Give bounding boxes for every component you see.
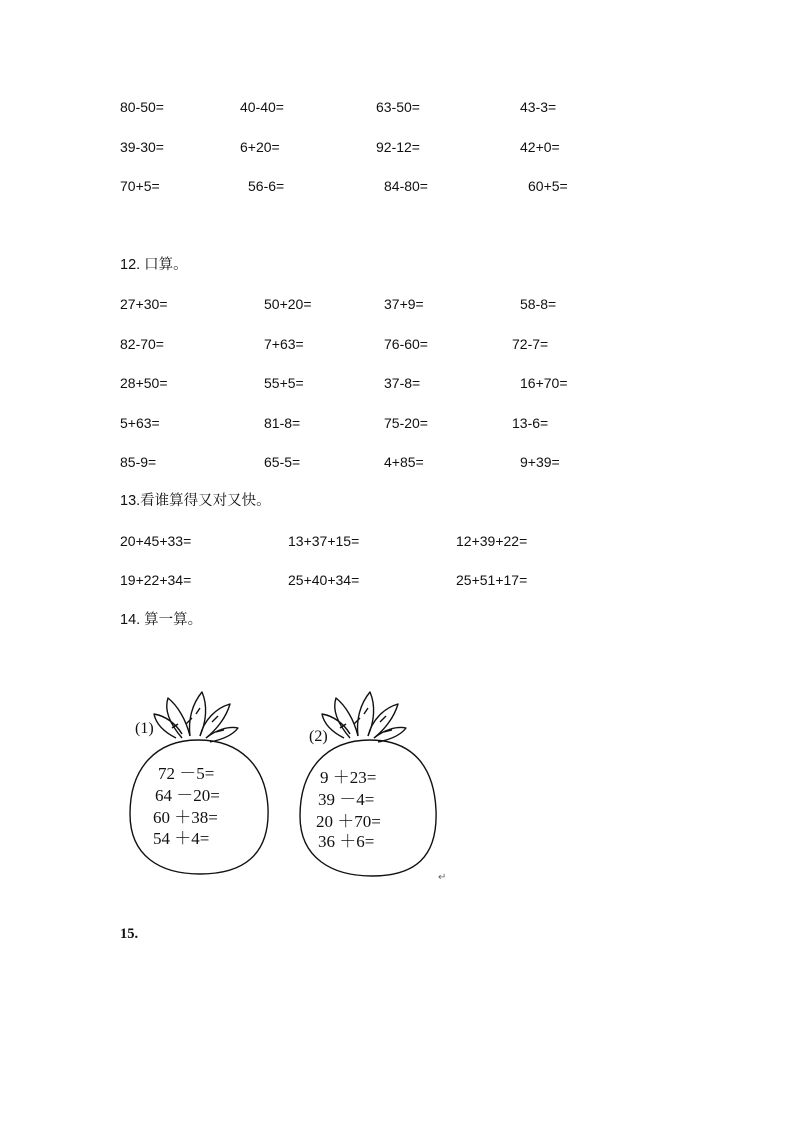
equation: 92-12=	[376, 139, 420, 155]
equation: 85-9=	[120, 454, 157, 470]
equation: 28+50=	[120, 375, 168, 391]
equation: 37+9=	[384, 296, 424, 312]
pineapple-1-drawing	[120, 688, 280, 880]
pineapple-equation: 60 ＋38=	[153, 808, 218, 827]
pineapple-equation: 36 ＋6=	[318, 832, 375, 851]
equation: 5+63=	[120, 415, 160, 431]
pineapple-equation: 72 －5=	[158, 764, 215, 783]
equation: 72-7=	[512, 336, 549, 352]
section-heading: 15.	[120, 926, 139, 942]
equation: 75-20=	[384, 415, 428, 431]
equation: 19+22+34=	[120, 572, 192, 588]
equation: 12+39+22=	[456, 533, 528, 549]
section-heading: 14. 算一算。	[120, 612, 203, 628]
equation: 7+63=	[264, 336, 304, 352]
equation: 55+5=	[264, 375, 304, 391]
equation: 13+37+15=	[288, 533, 360, 549]
equation: 43-3=	[520, 99, 557, 115]
equation: 80-50=	[120, 99, 164, 115]
return-mark: ↵	[438, 872, 447, 883]
equation: 4+85=	[384, 454, 424, 470]
pineapple-equation: 39 －4=	[318, 790, 375, 809]
equation: 81-8=	[264, 415, 301, 431]
equation: 42+0=	[520, 139, 560, 155]
equation: 56-6=	[248, 178, 285, 194]
equation: 27+30=	[120, 296, 168, 312]
pineapple-1-label: (1)	[135, 720, 154, 737]
section-heading: 13.看谁算得又对又快。	[120, 493, 271, 509]
equation: 20+45+33=	[120, 533, 192, 549]
pineapple-equation: 64 －20=	[155, 786, 220, 805]
equation: 82-70=	[120, 336, 164, 352]
equation: 50+20=	[264, 296, 312, 312]
equation: 13-6=	[512, 415, 549, 431]
pineapple-equation: 54 ＋4=	[153, 829, 210, 848]
equation: 9+39=	[520, 454, 560, 470]
equation: 39-30=	[120, 139, 164, 155]
equation: 6+20=	[240, 139, 280, 155]
section-heading: 12. 口算。	[120, 257, 188, 273]
equation: 76-60=	[384, 336, 428, 352]
equation: 16+70=	[520, 375, 568, 391]
pineapple-equation: 20 ＋70=	[316, 812, 381, 831]
equation: 65-5=	[264, 454, 301, 470]
equation: 25+51+17=	[456, 572, 528, 588]
equation: 60+5=	[528, 178, 568, 194]
equation: 25+40+34=	[288, 572, 360, 588]
pineapple-equation: 9 ＋23=	[320, 768, 377, 787]
equation: 58-8=	[520, 296, 557, 312]
equation: 70+5=	[120, 178, 160, 194]
pineapple-2-label: (2)	[309, 728, 328, 745]
equation: 37-8=	[384, 375, 421, 391]
equation: 63-50=	[376, 99, 420, 115]
equation: 40-40=	[240, 99, 284, 115]
equation: 84-80=	[384, 178, 428, 194]
